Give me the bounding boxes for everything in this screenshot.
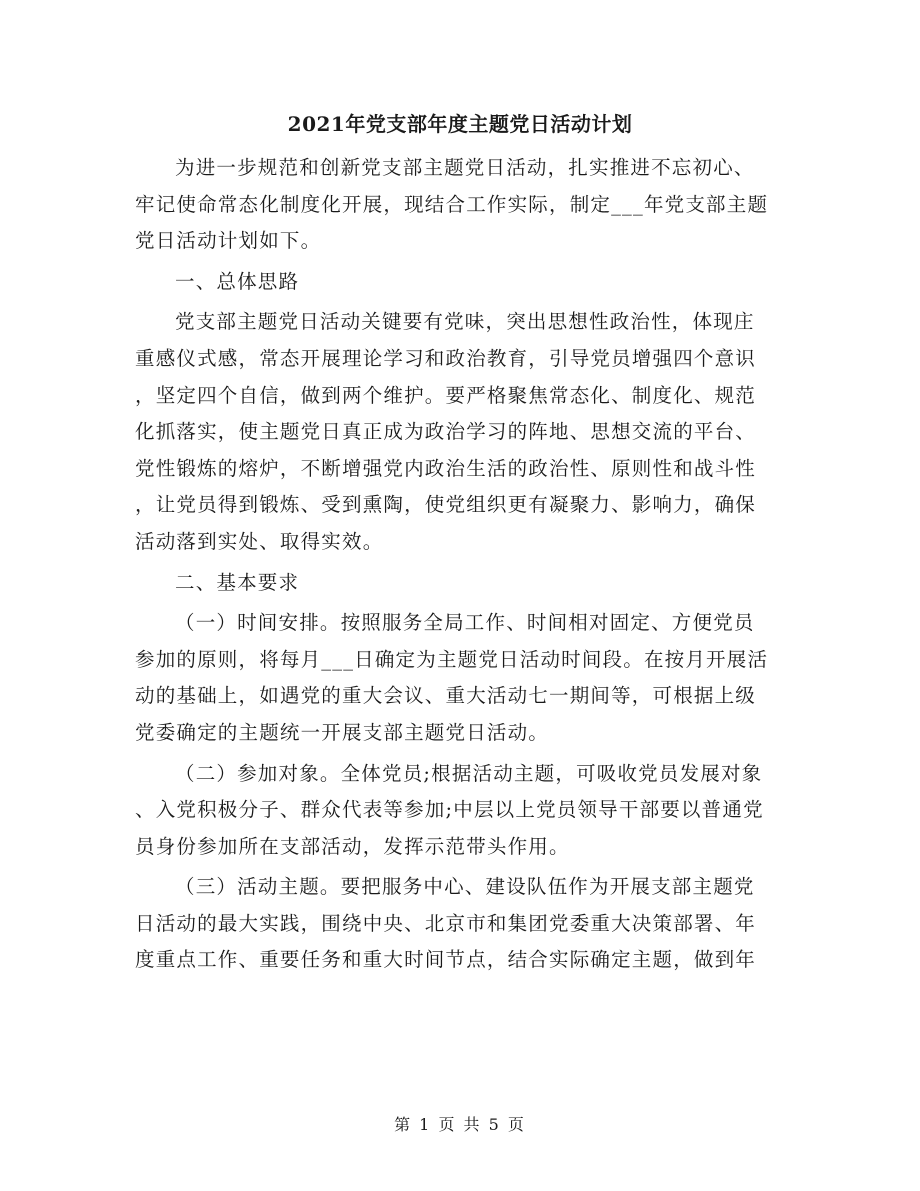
- text-line: 党日活动计划如下。: [135, 229, 322, 253]
- text-line: 日活动的最大实践，围绕中央、北京市和集团党委重大决策部署、年: [135, 911, 757, 935]
- text-line: 党性锻炼的熔炉，不断增强党内政治生活的政治性、原则性和战斗性: [135, 456, 757, 480]
- text-line: （二）参加对象。全体党员;根据活动主题，可吸收党员发展对象: [175, 761, 763, 785]
- section-heading: 一、总体思路: [175, 269, 300, 293]
- text-line: 活动落到实处、取得实效。: [135, 529, 384, 553]
- text-line: 牢记使命常态化制度化开展，现结合工作实际，制定___年党支部主题: [135, 192, 769, 216]
- text-line: 度重点工作、重要任务和重大时间节点，结合实际确定主题，做到年: [135, 948, 757, 972]
- text-line: ，让党员得到锻炼、受到熏陶，使党组织更有凝聚力、影响力，确保: [135, 493, 757, 517]
- text-line: 、入党积极分子、群众代表等参加;中层以上党员领导干部要以普通党: [135, 798, 764, 822]
- text-line: （一）时间安排。按照服务全局工作、时间相对固定、方便党员: [175, 611, 755, 635]
- section-heading: 二、基本要求: [175, 570, 300, 594]
- text-line: 党支部主题党日活动关键要有党味，突出思想性政治性，体现庄: [175, 310, 755, 334]
- text-line: 员身份参加所在支部活动，发挥示范带头作用。: [135, 834, 570, 858]
- text-line: 重感仪式感，常态开展理论学习和政治教育，引导党员增强四个意识: [135, 346, 757, 370]
- page-number-footer: 第 1 页 共 5 页: [394, 1115, 526, 1134]
- text-line: （三）活动主题。要把服务中心、建设队伍作为开展支部主题党: [175, 875, 755, 899]
- text-line: ，坚定四个自信，做到两个维护。要严格聚焦常态化、制度化、规范: [135, 383, 757, 407]
- document-title: 2021年党支部年度主题党日活动计划: [287, 112, 633, 136]
- text-line: 为进一步规范和创新党支部主题党日活动，扎实推进不忘初心、: [175, 156, 755, 179]
- text-line: 化抓落实，使主题党日真正成为政治学习的阵地、思想交流的平台、: [135, 420, 757, 444]
- document-body: [135, 150, 785, 979]
- text-line: 参加的原则，将每月___日确定为主题党日活动时间段。在按月开展活: [135, 647, 769, 671]
- text-line: 动的基础上，如遇党的重大会议、重大活动七一期间等，可根据上级: [135, 684, 757, 708]
- text-line: 党委确定的主题统一开展支部主题党日活动。: [135, 720, 550, 744]
